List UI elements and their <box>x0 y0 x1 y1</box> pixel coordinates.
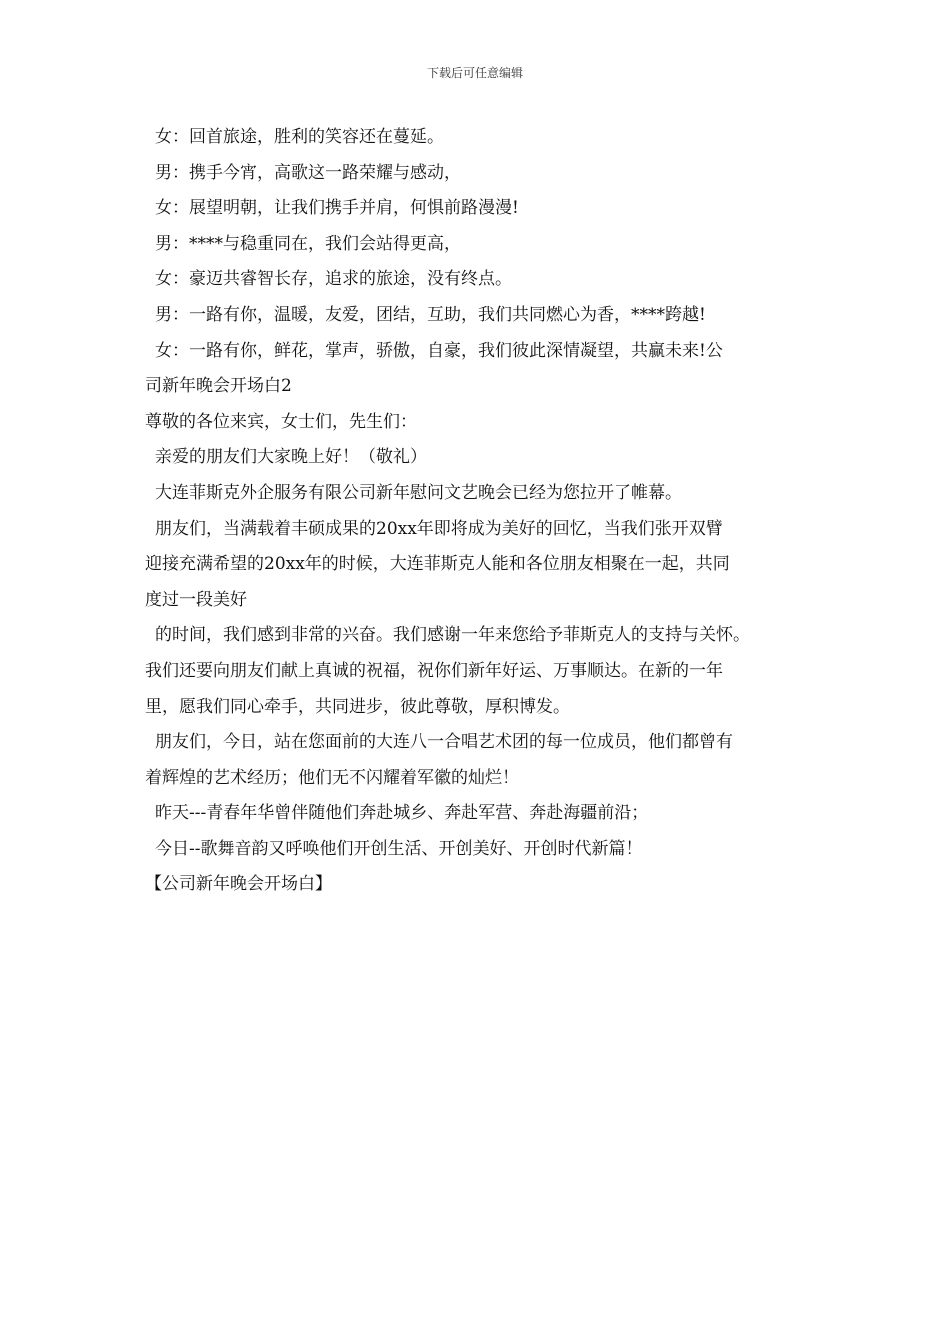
text-line: 昨天---青春年华曾伴随他们奔赴城乡、奔赴军营、奔赴海疆前沿； <box>155 803 649 824</box>
text-line: 男：一路有你，温暖，友爱，团结，互助，我们共同燃心为香，****跨越! <box>155 304 706 325</box>
text-line: 朋友们，今日，站在您面前的大连八一合唱艺术团的每一位成员，他们都曾有 <box>155 732 733 753</box>
text-line: 今日--歌舞音韵又呼唤他们开创生活、开创美好、开创时代新篇！ <box>155 838 643 859</box>
text-line: 的时间，我们感到非常的兴奋。我们感谢一年来您给予菲斯克人的支持与关怀。 <box>155 625 750 646</box>
document-body <box>145 120 815 903</box>
text-line: 男：****与稳重同在，我们会站得更高， <box>155 233 461 254</box>
page-header-note: 下载后可任意编辑 <box>426 66 523 80</box>
text-line: 迎接充满希望的20xx年的时候，大连菲斯克人能和各位朋友相聚在一起，共同 <box>145 554 730 575</box>
text-line: 【公司新年晚会开场白】 <box>145 874 332 895</box>
text-line: 司新年晚会开场白2 <box>145 376 292 397</box>
text-line: 里，愿我们同心牵手，共同进步，彼此尊敬，厚积博发。 <box>145 696 570 717</box>
text-line: 大连菲斯克外企服务有限公司新年慰问文艺晚会已经为您拉开了帷幕。 <box>155 482 682 503</box>
text-line: 度过一段美好 <box>145 589 247 610</box>
text-line: 女：一路有你，鲜花，掌声，骄傲，自豪，我们彼此深情凝望，共赢未来!公 <box>155 340 723 361</box>
text-line: 女：展望明朝，让我们携手并肩，何惧前路漫漫! <box>155 198 519 219</box>
text-line: 亲爱的朋友们大家晚上好！（敬礼） <box>155 447 427 468</box>
text-line: 朋友们，当满载着丰硕成果的20xx年即将成为美好的回忆，当我们张开双臂 <box>155 518 723 539</box>
text-line: 男：携手今宵，高歌这一路荣耀与感动， <box>155 162 461 183</box>
text-line: 着辉煌的艺术经历；他们无不闪耀着军徽的灿烂！ <box>145 767 519 788</box>
text-line: 女：豪迈共睿智长存，追求的旅途，没有终点。 <box>155 269 512 290</box>
text-line: 女：回首旅途，胜利的笑容还在蔓延。 <box>155 127 444 147</box>
text-line: 尊敬的各位来宾，女士们，先生们： <box>145 411 417 432</box>
text-line: 我们还要向朋友们献上真诚的祝福，祝你们新年好运、万事顺达。在新的一年 <box>145 660 723 681</box>
